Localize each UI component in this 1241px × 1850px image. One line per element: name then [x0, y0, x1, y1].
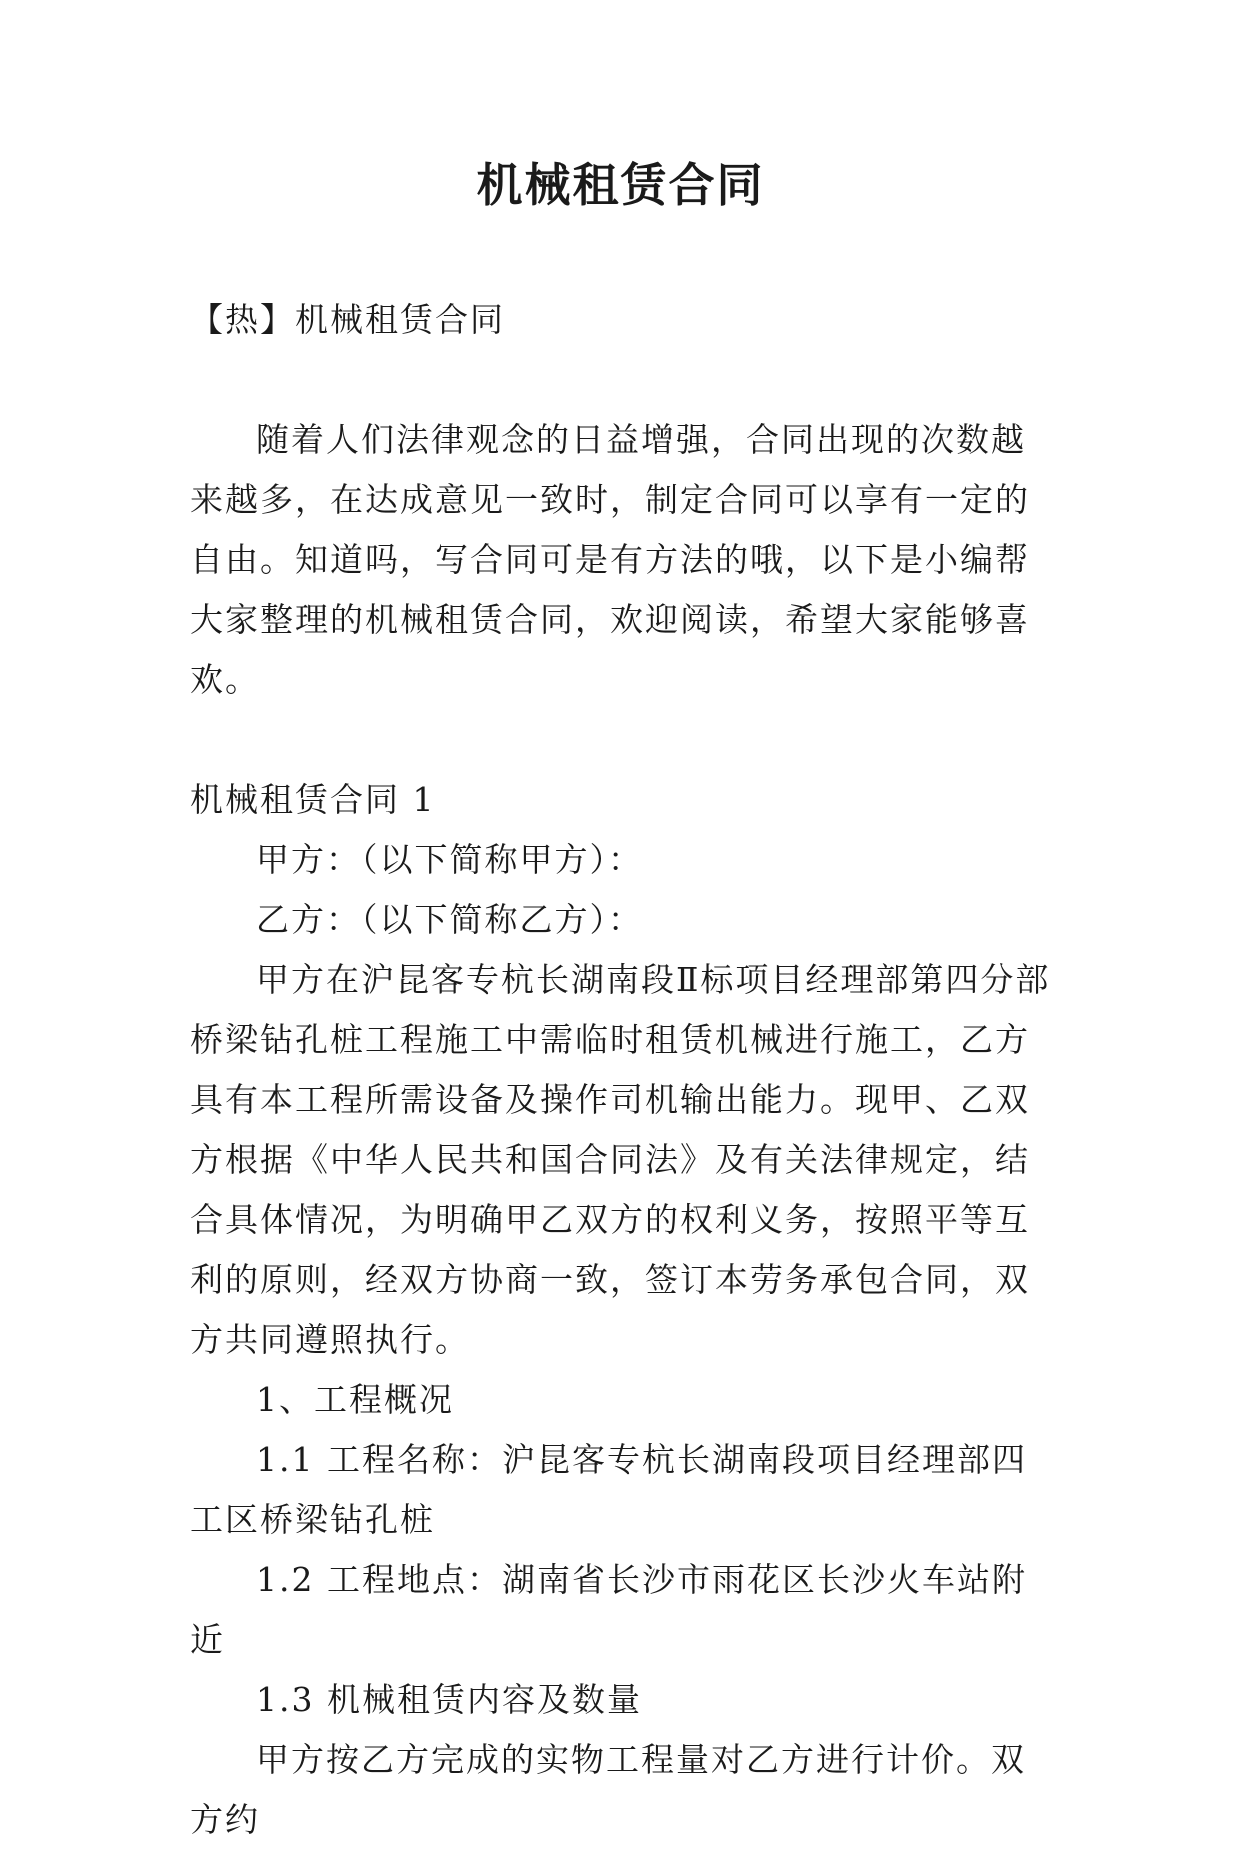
- document-subtitle: 【热】机械租赁合同: [190, 300, 505, 339]
- party-a-line: 甲方：（以下简称甲方）：: [256, 840, 643, 879]
- clause-1-heading: 1、工程概况: [256, 1380, 454, 1419]
- party-b-line: 乙方：（以下简称乙方）：: [256, 900, 643, 939]
- clause-1-3-text: 甲方按乙方完成的实物工程量对乙方进行计价。双方约: [190, 1740, 1026, 1839]
- section-heading: 机械租赁合同 1: [190, 780, 436, 819]
- document-title: 机械租赁合同: [476, 158, 765, 212]
- preamble-paragraph: 甲方在沪昆客专杭长湖南段Ⅱ标项目经理部第四分部桥梁钻孔桩工程施工中需临时租赁机械进行施工，乙方具有本工程所需设备及操作司机输出能力。现甲、乙双方根据《中华人民共和国合同法》及有关法律规定，结合具体情况，为明确甲乙双方的权利义务，按照平等互利的原则，经双方协商一致，签订本劳务承包合同，双方共同遵照执行。: [190, 960, 1051, 1359]
- clause-1-2: 1.2 工程地点：湖南省长沙市雨花区长沙火车站附近: [190, 1560, 1027, 1659]
- document-body: [190, 290, 1060, 1850]
- intro-paragraph: 随着人们法律观念的日益增强，合同出现的次数越来越多，在达成意见一致时，制定合同可以享有一定的自由。知道吗，写合同可是有方法的哦，以下是小编帮大家整理的机械租赁合同，欢迎阅读，希望大家能够喜欢。: [190, 420, 1030, 699]
- clause-1-3: 1.3 机械租赁内容及数量: [256, 1680, 642, 1719]
- clause-1-1: 1.1 工程名称：沪昆客专杭长湖南段项目经理部四工区桥梁钻孔桩: [190, 1440, 1027, 1539]
